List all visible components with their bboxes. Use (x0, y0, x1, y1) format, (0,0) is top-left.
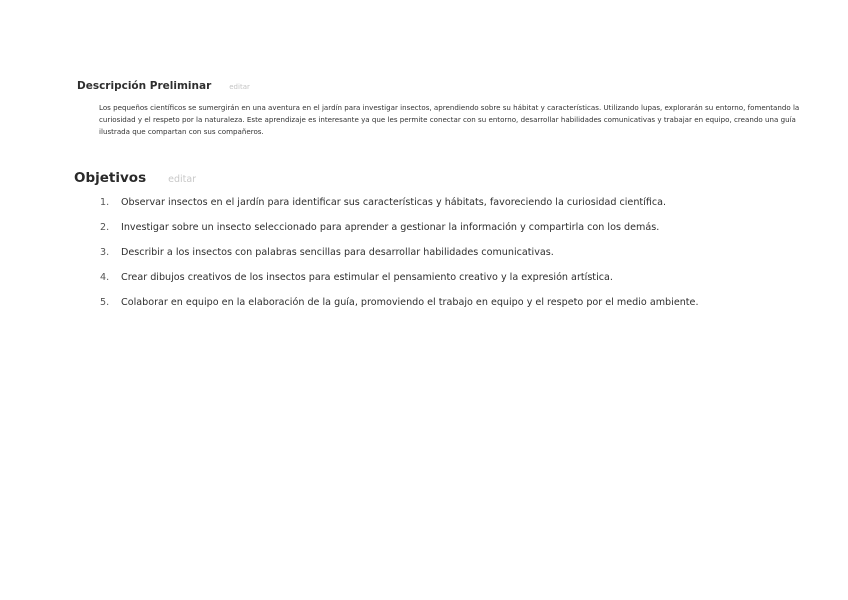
objective-text: Investigar sobre un insecto seleccionado para aprender a gestionar la información y compartirla con los demás. (121, 222, 660, 233)
preliminary-description: Los pequeños científicos se sumergirán en una aventura en el jardín para investigar insectos, aprendiendo sobre su hábitat y características. Utilizando lupas, explorarán su entorno, fomentando la curiosidad y el respeto por la naturaleza. Este aprendizaje es interesante ya que les permite conectar con su entorno, desarrollar habilidades comunicativas y trabajar en equipo, creando una guía ilustrada que compartan con sus compañeros. (99, 103, 800, 136)
objective-text: Observar insectos en el jardín para identificar sus características y hábitats, favoreciendo la curiosidad científica. (121, 197, 667, 208)
preliminary-header (77, 80, 250, 92)
objective-item (100, 247, 820, 259)
objective-number: 2. (100, 222, 110, 233)
objective-number: 5. (100, 297, 110, 308)
objective-number: 3. (100, 247, 110, 258)
objectives-header (74, 170, 196, 186)
objective-text: Crear dibujos creativos de los insectos para estimular el pensamiento creativo y la expresión artística. (121, 272, 613, 283)
objective-item (100, 197, 820, 209)
objectives-list (100, 197, 820, 322)
objective-text: Colaborar en equipo en la elaboración de la guía, promoviendo el trabajo en equipo y el respeto por el medio ambiente. (121, 297, 699, 308)
objective-item (100, 272, 820, 284)
preliminary-title: Descripción Preliminar (77, 80, 212, 92)
objective-number: 4. (100, 272, 110, 283)
objectives-edit-link[interactable]: editar (168, 174, 197, 185)
preliminary-edit-link[interactable]: editar (229, 83, 250, 91)
objective-item (100, 222, 820, 234)
objective-item (100, 297, 820, 309)
objectives-title: Objetivos (74, 170, 147, 186)
objective-text: Describir a los insectos con palabras sencillas para desarrollar habilidades comunicativas. (121, 247, 554, 258)
objective-number: 1. (100, 197, 110, 208)
